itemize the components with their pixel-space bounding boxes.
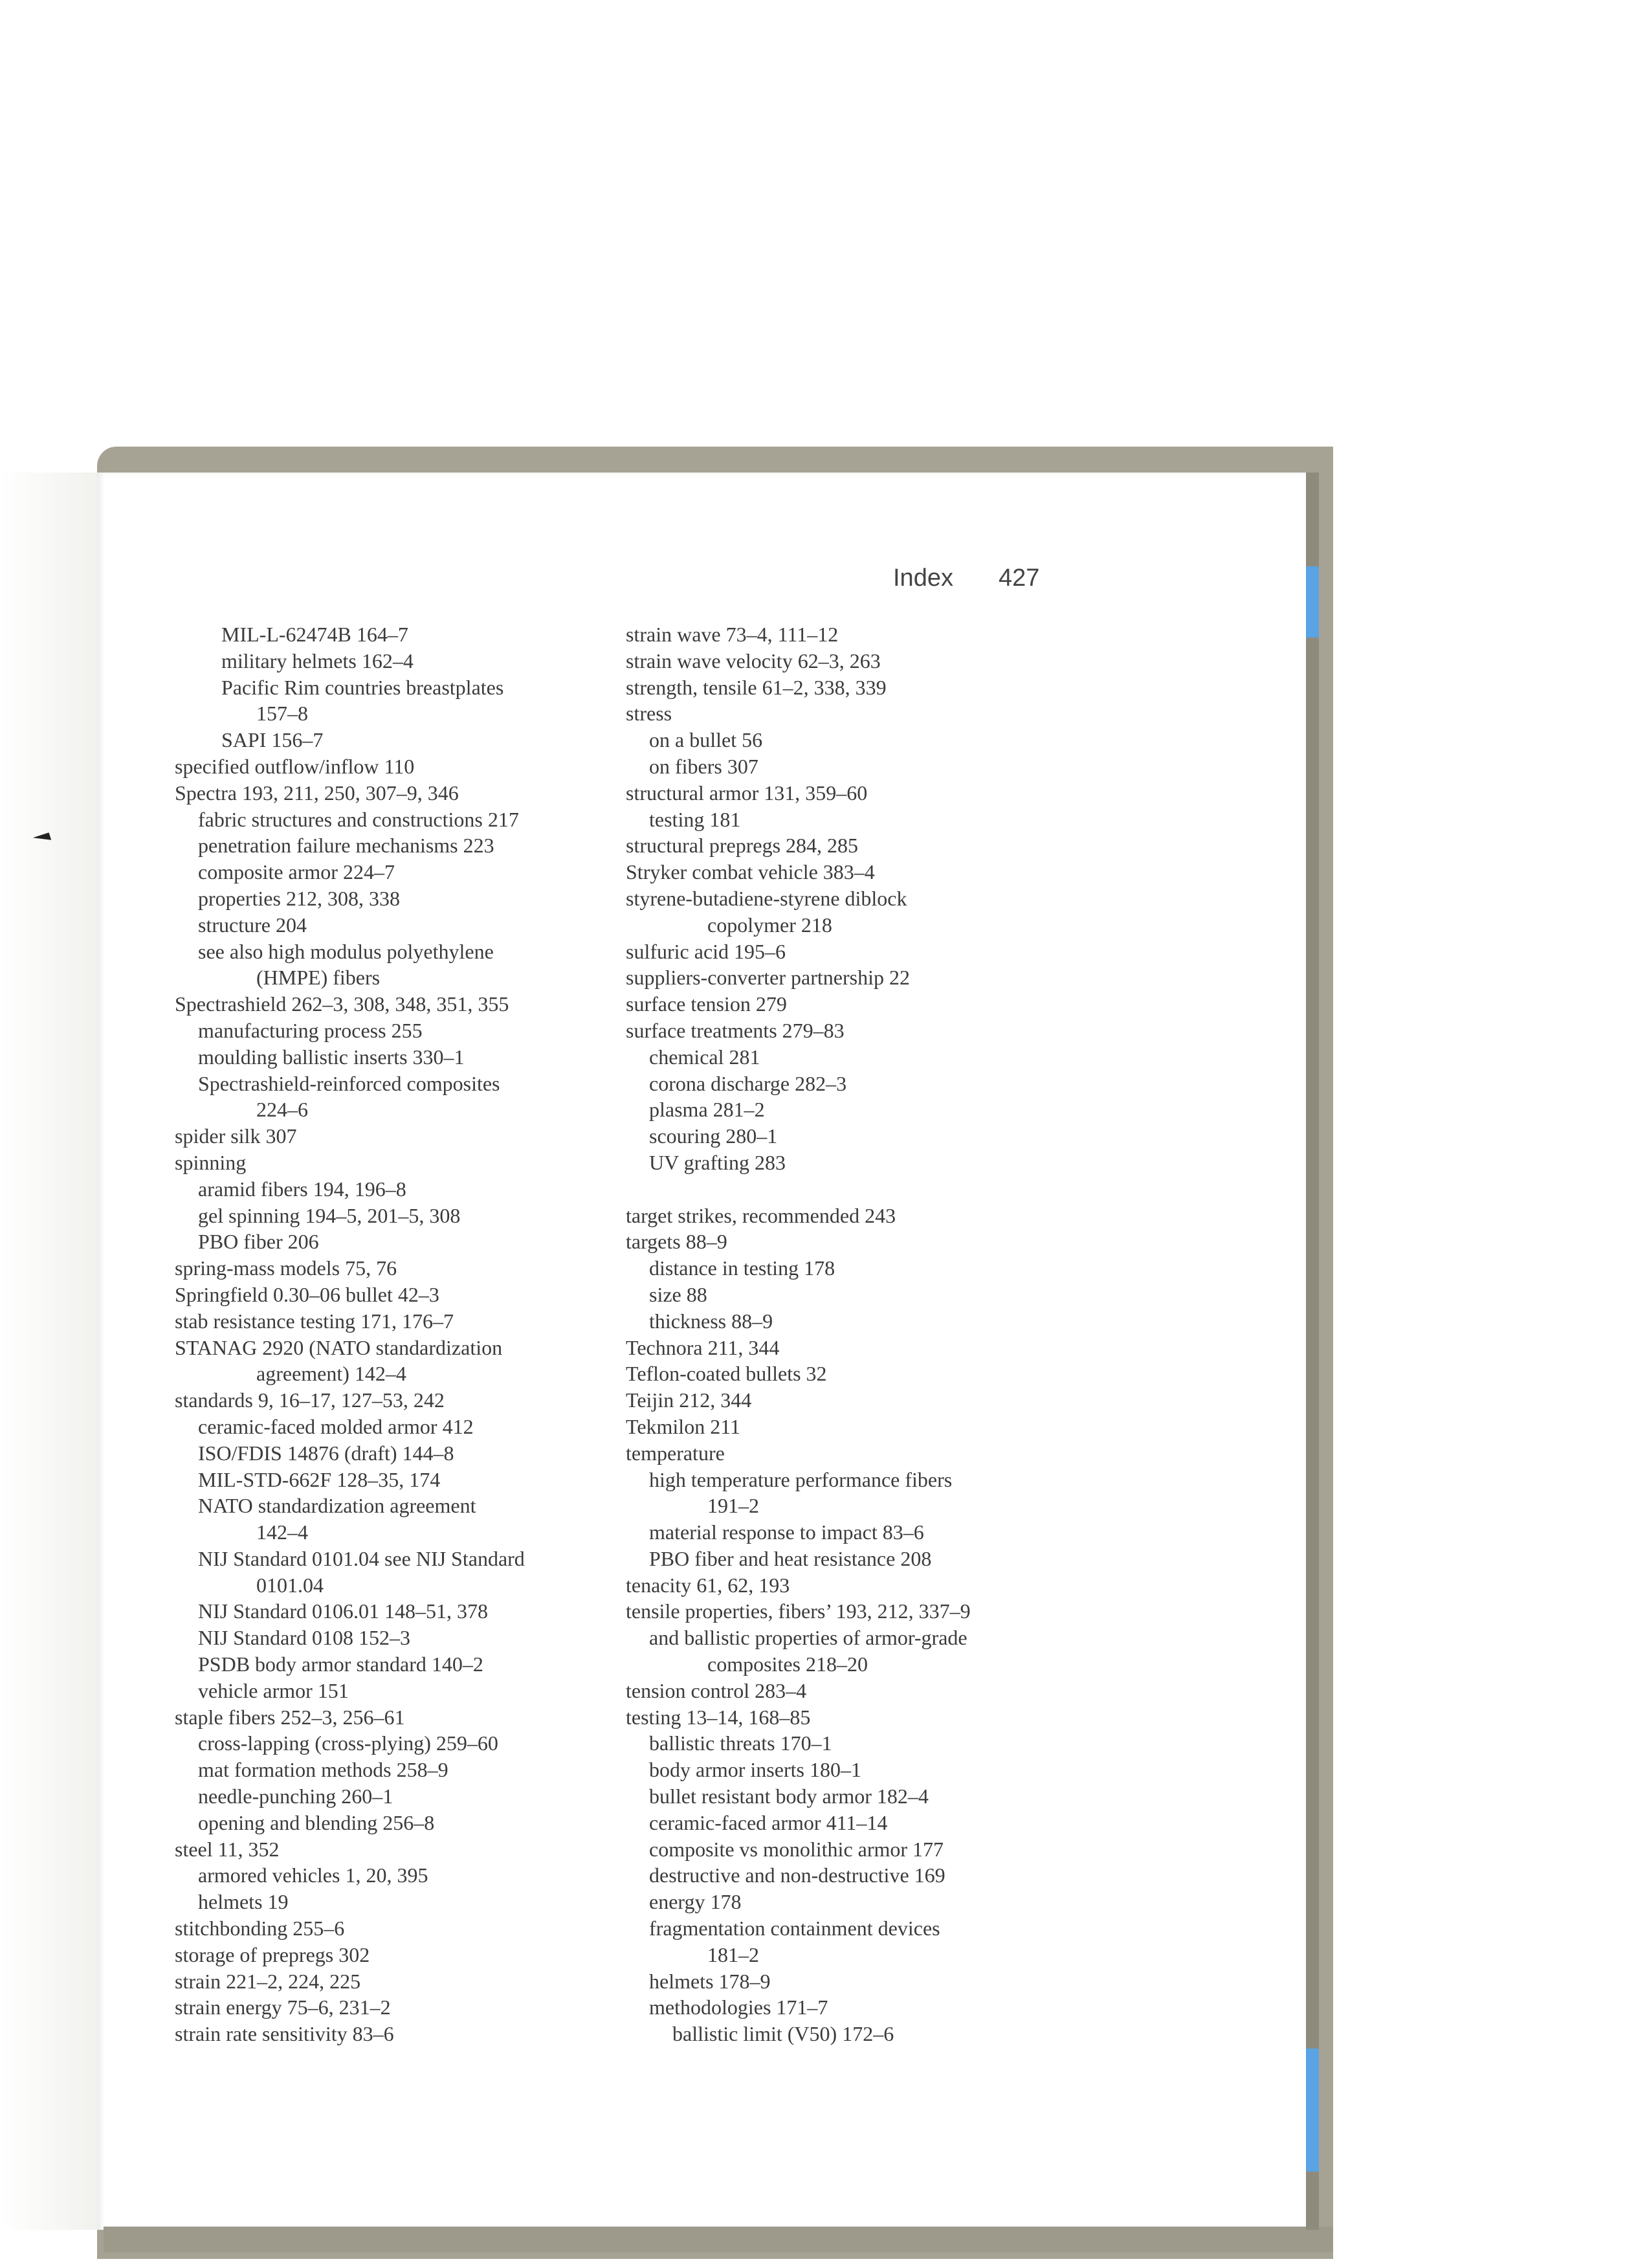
index-entry: stitchbonding 255–6	[175, 1917, 345, 1940]
index-subentry: material response to impact 83–6	[649, 1520, 924, 1544]
index-subentry: SAPI 156–7	[221, 728, 324, 752]
index-entry: steel 11, 352	[175, 1837, 280, 1861]
index-entry: Spectra 193, 211, 250, 307–9, 346	[175, 781, 459, 805]
index-entry: strain 221–2, 224, 225	[175, 1969, 361, 1993]
index-subentry: cross-lapping (cross-plying) 259–60	[198, 1731, 498, 1755]
index-subentry: ballistic limit (V50) 172–6	[672, 2022, 894, 2046]
index-subentry: helmets 19	[198, 1890, 289, 1914]
index-subentry: vehicle armor 151	[198, 1678, 349, 1702]
thumb-tab-bottom	[1306, 2049, 1319, 2172]
index-entry: surface treatments 279–83	[626, 1018, 845, 1042]
index-subentry: Spectrashield-reinforced composites	[198, 1071, 500, 1095]
index-subentry: copolymer 218	[707, 913, 832, 937]
index-entry: surface tension 279	[626, 992, 787, 1016]
index-subentry: fabric structures and constructions 217	[198, 807, 519, 831]
index-subentry: thickness 88–9	[649, 1309, 773, 1333]
index-subentry: chemical 281	[649, 1045, 760, 1069]
index-subentry: aramid fibers 194, 196–8	[198, 1177, 406, 1201]
index-subentry: 181–2	[707, 1942, 759, 1966]
index-entry: standards 9, 16–17, 127–53, 242	[175, 1388, 445, 1412]
index-subentry: on fibers 307	[649, 754, 758, 778]
facing-page-edge	[0, 472, 97, 2230]
section-title: Index	[893, 564, 953, 592]
index-subentry: ballistic threats 170–1	[649, 1731, 832, 1755]
index-subentry: Pacific Rim countries breastplates	[221, 675, 504, 699]
index-subentry: see also high modulus polyethylene	[198, 939, 494, 963]
index-entry: structural armor 131, 359–60	[626, 781, 868, 805]
index-subentry: NIJ Standard 0101.04 see NIJ Standard	[198, 1546, 525, 1570]
index-entry: STANAG 2920 (NATO standardization	[175, 1335, 503, 1359]
index-subentry: high temperature performance fibers	[649, 1467, 953, 1491]
index-entry: temperature	[626, 1441, 725, 1465]
index-entry: stab resistance testing 171, 176–7	[175, 1309, 454, 1333]
book-bottom-edge	[104, 2227, 1333, 2252]
index-subentry: NIJ Standard 0108 152–3	[198, 1626, 410, 1650]
index-subentry: opening and blending 256–8	[198, 1810, 435, 1834]
index-subentry: distance in testing 178	[649, 1256, 835, 1280]
index-subentry: penetration failure mechanisms 223	[198, 834, 494, 858]
index-subentry: 224–6	[256, 1098, 308, 1122]
index-entry: testing 13–14, 168–85	[626, 1705, 811, 1729]
index-subentry: body armor inserts 180–1	[649, 1758, 861, 1782]
running-head	[893, 564, 1039, 592]
index-subentry: mat formation methods 258–9	[198, 1758, 448, 1782]
index-entry: Stryker combat vehicle 383–4	[626, 860, 875, 884]
index-entry: spider silk 307	[175, 1124, 297, 1148]
thumb-tab-top	[1306, 566, 1319, 638]
index-subentry: size 88	[649, 1282, 707, 1306]
index-subentry: helmets 178–9	[649, 1969, 771, 1993]
index-subentry: composite vs monolithic armor 177	[649, 1837, 944, 1861]
index-subentry: bullet resistant body armor 182–4	[649, 1784, 929, 1808]
index-entry: Spectrashield 262–3, 308, 348, 351, 355	[175, 992, 509, 1016]
index-subentry: gel spinning 194–5, 201–5, 308	[198, 1203, 461, 1227]
index-column-right	[626, 621, 971, 2047]
index-entry: Teijin 212, 344	[626, 1388, 752, 1412]
index-subentry: properties 212, 308, 338	[198, 886, 400, 910]
index-subentry: methodologies 171–7	[649, 1996, 828, 2019]
index-entry: stress	[626, 702, 672, 726]
index-entry: Springfield 0.30–06 bullet 42–3	[175, 1282, 439, 1306]
index-subentry: ISO/FDIS 14876 (draft) 144–8	[198, 1441, 454, 1465]
index-entry: spring-mass models 75, 76	[175, 1256, 397, 1280]
index-entry: Teflon-coated bullets 32	[626, 1362, 827, 1386]
index-entry: spinning	[175, 1150, 247, 1174]
index-subentry: 142–4	[256, 1520, 308, 1544]
index-subentry: ceramic-faced armor 411–14	[649, 1810, 888, 1834]
index-entry: tenacity 61, 62, 193	[626, 1573, 790, 1597]
index-subentry: energy 178	[649, 1890, 742, 1914]
index-subentry: PBO fiber and heat resistance 208	[649, 1546, 932, 1570]
index-subentry: agreement) 142–4	[256, 1362, 406, 1386]
index-entry: structural prepregs 284, 285	[626, 834, 859, 858]
index-entry: strain rate sensitivity 83–6	[175, 2022, 394, 2046]
index-entry: staple fibers 252–3, 256–61	[175, 1705, 405, 1729]
index-subentry: 157–8	[256, 702, 308, 726]
index-subentry: 191–2	[707, 1494, 759, 1518]
index-subentry: destructive and non-destructive 169	[649, 1863, 945, 1887]
index-subentry: corona discharge 282–3	[649, 1071, 847, 1095]
index-subentry: (HMPE) fibers	[256, 966, 381, 990]
index-entry: strain wave velocity 62–3, 263	[626, 649, 881, 673]
scan-background	[0, 0, 1636, 453]
index-subentry: plasma 281–2	[649, 1098, 765, 1122]
index-entry: styrene-butadiene-styrene diblock	[626, 886, 907, 910]
index-entry: Technora 211, 344	[626, 1335, 780, 1359]
index-subentry: on a bullet 56	[649, 728, 763, 752]
index-subentry: and ballistic properties of armor-grade	[649, 1626, 967, 1650]
index-entry: strain wave 73–4, 111–12	[626, 623, 839, 646]
index-subentry: PBO fiber 206	[198, 1230, 319, 1254]
index-entry: suppliers-converter partnership 22	[626, 966, 910, 990]
index-entry: tensile properties, fibers’ 193, 212, 337–9	[626, 1599, 971, 1623]
index-subentry: testing 181	[649, 807, 741, 831]
index-subentry: MIL-STD-662F 128–35, 174	[198, 1467, 441, 1491]
index-subentry: moulding ballistic inserts 330–1	[198, 1045, 465, 1069]
index-subentry: NIJ Standard 0106.01 148–51, 378	[198, 1599, 488, 1623]
index-subentry: scouring 280–1	[649, 1124, 778, 1148]
index-entry: targets 88–9	[626, 1230, 727, 1254]
index-entry: storage of prepregs 302	[175, 1942, 370, 1966]
index-entry: strength, tensile 61–2, 338, 339	[626, 675, 887, 699]
page-number: 427	[998, 564, 1040, 592]
index-entry: tension control 283–4	[626, 1678, 807, 1702]
index-gap	[626, 1176, 971, 1203]
index-subentry: composite armor 224–7	[198, 860, 395, 884]
index-subentry: composites 218–20	[707, 1652, 868, 1676]
index-entry: specified outflow/inflow 110	[175, 754, 415, 778]
index-subentry: MIL-L-62474B 164–7	[221, 623, 408, 646]
index-subentry: fragmentation containment devices	[649, 1917, 940, 1940]
index-subentry: ceramic-faced molded armor 412	[198, 1414, 474, 1438]
index-entry: strain energy 75–6, 231–2	[175, 1996, 391, 2019]
index-column-left	[175, 621, 525, 2047]
index-subentry: manufacturing process 255	[198, 1018, 423, 1042]
index-subentry: NATO standardization agreement	[198, 1494, 476, 1518]
index-entry: sulfuric acid 195–6	[626, 939, 786, 963]
index-subentry: structure 204	[198, 913, 307, 937]
index-subentry: armored vehicles 1, 20, 395	[198, 1863, 428, 1887]
page-edge-right	[1306, 472, 1319, 2230]
index-subentry: military helmets 162–4	[221, 649, 414, 673]
index-subentry: 0101.04	[256, 1573, 324, 1597]
index-subentry: needle-punching 260–1	[198, 1784, 393, 1808]
index-entry: Tekmilon 211	[626, 1414, 740, 1438]
index-entry: target strikes, recommended 243	[626, 1203, 896, 1227]
index-subentry: PSDB body armor standard 140–2	[198, 1652, 483, 1676]
index-subentry: UV grafting 283	[649, 1150, 786, 1174]
